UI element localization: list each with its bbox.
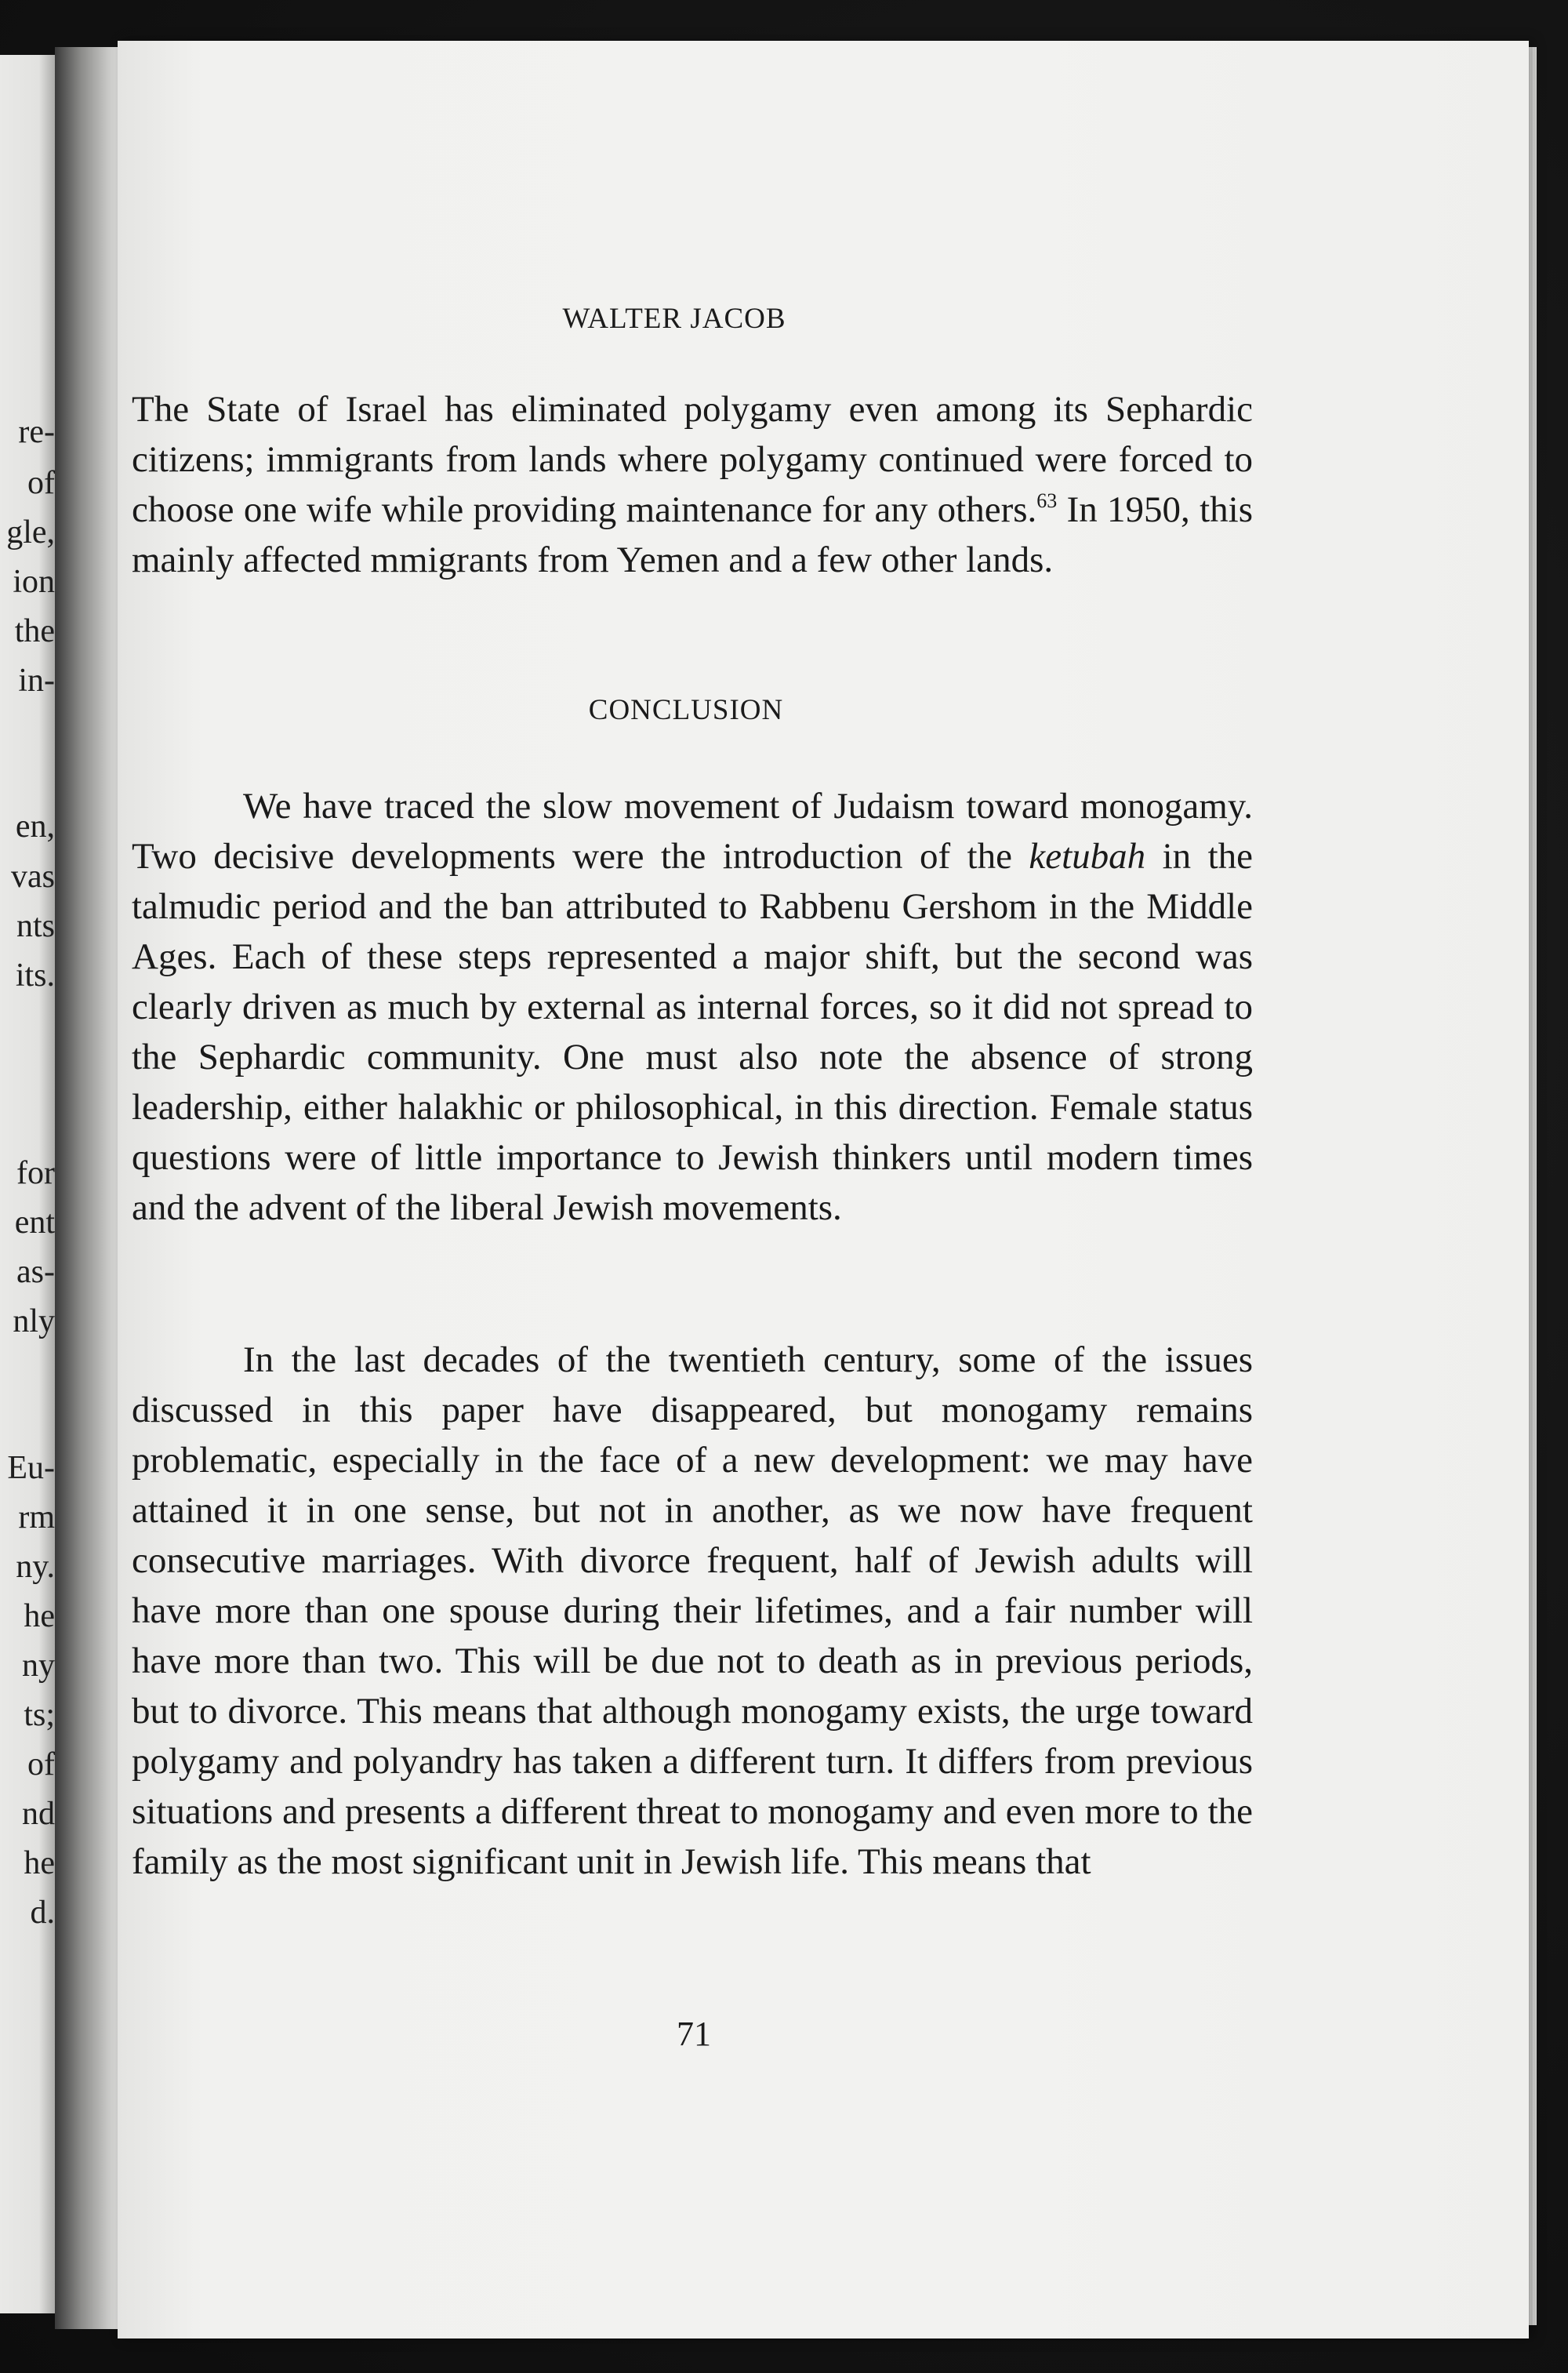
previous-page-fragment: for <box>16 1155 55 1191</box>
previous-page-fragment: en, <box>15 809 55 845</box>
paragraph-text: In the last decades of the twentieth century, some of the issues discussed in this paper have disappeared, but monogamy remains problematic, especially in the face of a new development: we may have attained it in one sense, but not in another, as we now have frequent consecutive marriages. With divorce frequent, half of Jewish adults will have more than one spouse during their lifetimes, and a fair number will have more than two. This will be due not to death as in previous periods, but to divorce. This means that although monogamy exists, the urge toward polygamy and polyandry has taken a different turn. It differs from previous situations and presents a different threat to monogamy and even more to the family as the most significant unit in Jewish life. This means that <box>132 1339 1253 1882</box>
previous-page-fragment: ent <box>14 1205 55 1241</box>
previous-page-fragment: nd <box>22 1796 55 1832</box>
previous-page-fragment: he <box>24 1598 55 1634</box>
previous-page-fragment: rm <box>18 1499 55 1535</box>
footnote-marker: 63 <box>1036 489 1058 512</box>
previous-page-fragment: Eu- <box>7 1450 55 1486</box>
paragraph-text: The State of Israel has eliminated polygamy even among its Sephardic citizens; immigrants from lands where polygamy continued were forced to choose one wife while providing maintenance for any others. <box>132 389 1253 530</box>
paragraph-conclusion-one <box>132 781 1253 1233</box>
paragraph-text: in the talmudic period and the ban attributed to Rabbenu Gershom in the Middle Ages. Each of these steps represented a major shift, but the second was clearly driven as much by external as internal forces, so it did not spread to the Sephardic community. One must also note the absence of strong leadership, either halakhic or philosophical, in this direction. Female status questions were of little importance to Jewish thinkers until modern times and the advent of the liberal Jewish movements. <box>132 836 1253 1228</box>
previous-page-fragment: in- <box>18 663 55 699</box>
paragraph-conclusion-two <box>132 1335 1253 1887</box>
previous-page-fragment: re- <box>18 414 55 450</box>
previous-page-fragment: its. <box>15 958 55 994</box>
paragraph-continuation <box>132 384 1253 585</box>
running-head: WALTER JACOB <box>562 303 786 335</box>
previous-page-fragment: ion <box>13 564 55 600</box>
previous-page-fragment: as- <box>16 1254 55 1290</box>
previous-page-fragment: he <box>24 1845 55 1881</box>
previous-page-fragment: ts; <box>24 1697 55 1733</box>
previous-page-fragment: d. <box>30 1895 55 1931</box>
previous-page-fragment: of <box>27 465 55 501</box>
previous-page-fragment: gle, <box>6 514 55 551</box>
paragraph-text: We have traced the slow movement of Judaism toward monogamy. Two decisive developments were the introduction of the <box>132 786 1253 877</box>
previous-page-fragment: nts <box>16 908 55 944</box>
section-heading: CONCLUSION <box>588 694 784 726</box>
previous-page-fragment: vas <box>11 859 55 895</box>
page-number: 71 <box>677 2015 711 2053</box>
previous-page-fragment: the <box>14 613 55 649</box>
previous-page-fragment: of <box>27 1746 55 1782</box>
previous-page-fragment: ny. <box>16 1549 55 1585</box>
italic-term: ketubah <box>1029 836 1146 877</box>
previous-page-fragment: ny <box>22 1648 55 1684</box>
previous-page-fragment: nly <box>13 1303 55 1339</box>
paragraph-text: In 1950, this mainly affected mmigrants from Yemen and a few other lands. <box>132 489 1254 580</box>
